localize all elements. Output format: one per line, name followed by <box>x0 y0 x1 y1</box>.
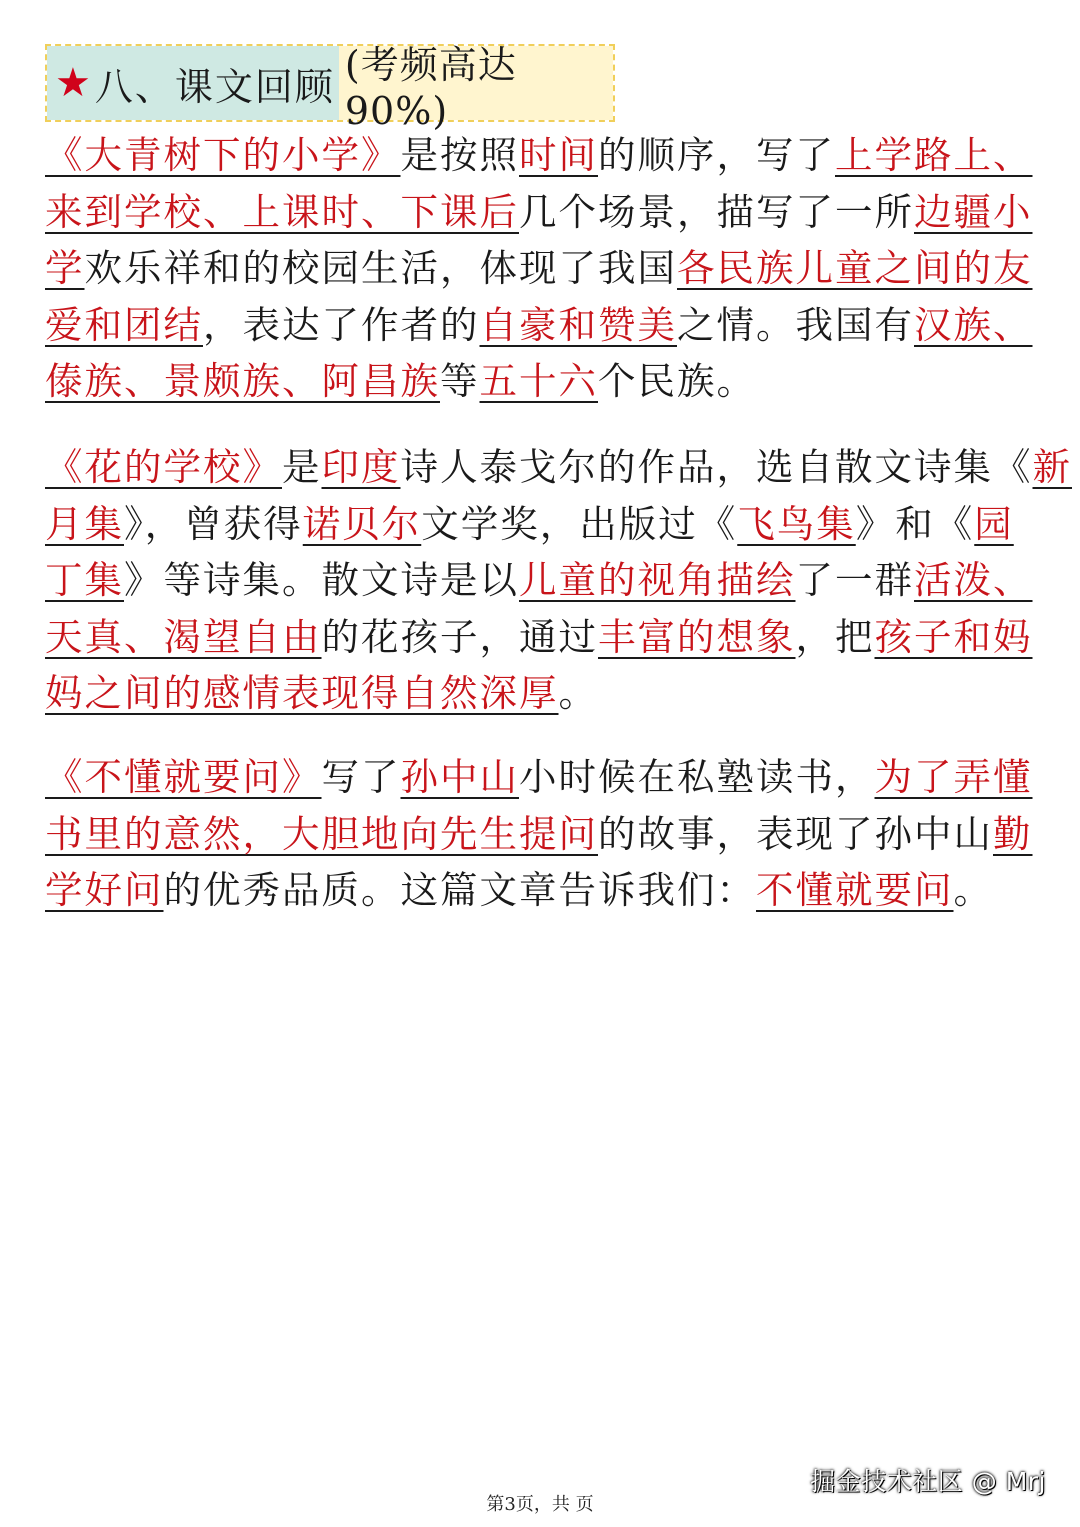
highlighted-answer: 丁集 <box>45 558 124 602</box>
highlighted-answer: 来到学校、上课时、下课后 <box>45 189 519 234</box>
watermark: 掘金技术社区 @ Mrj <box>810 1467 1046 1496</box>
text-segment: 个民族。 <box>598 359 756 403</box>
text-line <box>45 552 1035 609</box>
highlighted-answer: 孙中山 <box>400 755 519 799</box>
highlighted-answer: 书里的意然，大胆地向先生提问 <box>45 811 598 856</box>
text-line <box>45 496 1035 553</box>
text-segment: 的故事，表现了孙中山 <box>598 811 993 856</box>
text-segment: 诗人泰戈尔的作品，选自散文诗集《 <box>400 445 1033 489</box>
highlighted-answer: 学好问 <box>45 868 164 912</box>
text-line <box>45 806 1035 863</box>
highlighted-answer: 时间 <box>519 133 598 177</box>
text-segment: 》等诗集。散文诗是以 <box>124 558 519 602</box>
highlighted-answer: 飞鸟集 <box>737 501 856 546</box>
highlighted-answer: 不懂就要问 <box>756 868 954 912</box>
paragraph-3 <box>45 749 1035 919</box>
highlighted-answer: 为了弄懂 <box>874 755 1033 799</box>
highlighted-answer: 活泼、 <box>914 558 1033 602</box>
text-segment: ，把 <box>795 614 875 659</box>
text-segment: 了一群 <box>795 558 914 602</box>
text-segment: 。 <box>953 868 993 912</box>
star-icon: ★ <box>55 60 93 106</box>
text-segment: 小时候在私塾读书， <box>519 755 875 799</box>
text-segment: 的顺序，写了 <box>598 133 835 177</box>
highlighted-answer: 上学路上、 <box>835 133 1033 177</box>
section-heading <box>45 42 615 133</box>
highlighted-answer: 妈之间的感情表现得自然深厚 <box>45 671 559 715</box>
highlighted-answer: 《不懂就要问》 <box>45 755 322 799</box>
text-segment: 的优秀品质。这篇文章告诉我们： <box>163 868 756 912</box>
text-segment: 。 <box>558 671 598 715</box>
text-segment: 》和《 <box>855 501 975 546</box>
text-segment: 是 <box>282 445 322 489</box>
heading-main <box>47 46 339 120</box>
text-segment: 写了 <box>321 755 401 799</box>
highlighted-answer: 自豪和赞美 <box>479 302 677 347</box>
highlighted-answer: 新 <box>1032 445 1072 489</box>
text-line <box>45 609 1035 666</box>
highlighted-answer: 学 <box>45 246 85 290</box>
text-segment: 等 <box>440 359 480 403</box>
highlighted-answer: 《花的学校》 <box>45 445 282 489</box>
page-footer: 第3页，共 页 <box>486 1494 594 1515</box>
text-line <box>45 127 1035 184</box>
text-segment: 文学奖，出版过《 <box>421 501 738 546</box>
text-segment: 之情。我国有 <box>677 302 914 347</box>
text-line <box>45 184 1035 241</box>
highlighted-answer: 爱和团结 <box>45 302 203 347</box>
highlighted-answer: 孩子和妈 <box>874 614 1033 659</box>
text-segment: 是按照 <box>400 133 519 177</box>
highlighted-answer: 印度 <box>321 445 401 489</box>
highlighted-answer: 天真、渴望自由 <box>45 614 322 659</box>
highlighted-answer: 《大青树下的小学》 <box>45 133 401 177</box>
highlighted-answer: 丰富的想象 <box>598 614 796 659</box>
text-segment: 几个场景，描写了一所 <box>519 189 914 234</box>
highlighted-answer: 诺贝尔 <box>302 501 422 546</box>
text-segment: ，表达了作者的 <box>203 302 480 347</box>
text-line <box>45 240 1035 297</box>
text-segment: 欢乐祥和的校园生活，体现了我国 <box>84 246 677 290</box>
heading-title: 八、课文回顾 <box>94 64 335 109</box>
text-line <box>45 439 1072 496</box>
highlighted-answer: 五十六 <box>479 359 598 403</box>
text-segment: 的花孩子，通过 <box>321 614 598 659</box>
highlighted-answer: 勤 <box>993 811 1033 856</box>
text-segment: 》，曾获得 <box>124 501 303 546</box>
highlighted-answer: 月集 <box>45 501 124 546</box>
text-line <box>45 353 1035 410</box>
paragraph-2 <box>45 439 1072 722</box>
heading-subtitle: (考频高达 90%) <box>339 46 613 120</box>
paragraph-1 <box>45 127 1035 410</box>
text-line <box>45 297 1035 354</box>
highlighted-answer: 汉族、 <box>914 302 1033 347</box>
text-line <box>45 749 1035 806</box>
highlighted-answer: 傣族、景颇族、阿昌族 <box>45 359 440 403</box>
text-line <box>45 862 1035 919</box>
text-line <box>45 665 1035 722</box>
highlighted-answer: 儿童的视角描绘 <box>519 558 796 602</box>
highlighted-answer: 各民族儿童之间的友 <box>677 246 1033 290</box>
highlighted-answer: 边疆小 <box>914 189 1033 234</box>
highlighted-answer: 园 <box>974 501 1014 546</box>
